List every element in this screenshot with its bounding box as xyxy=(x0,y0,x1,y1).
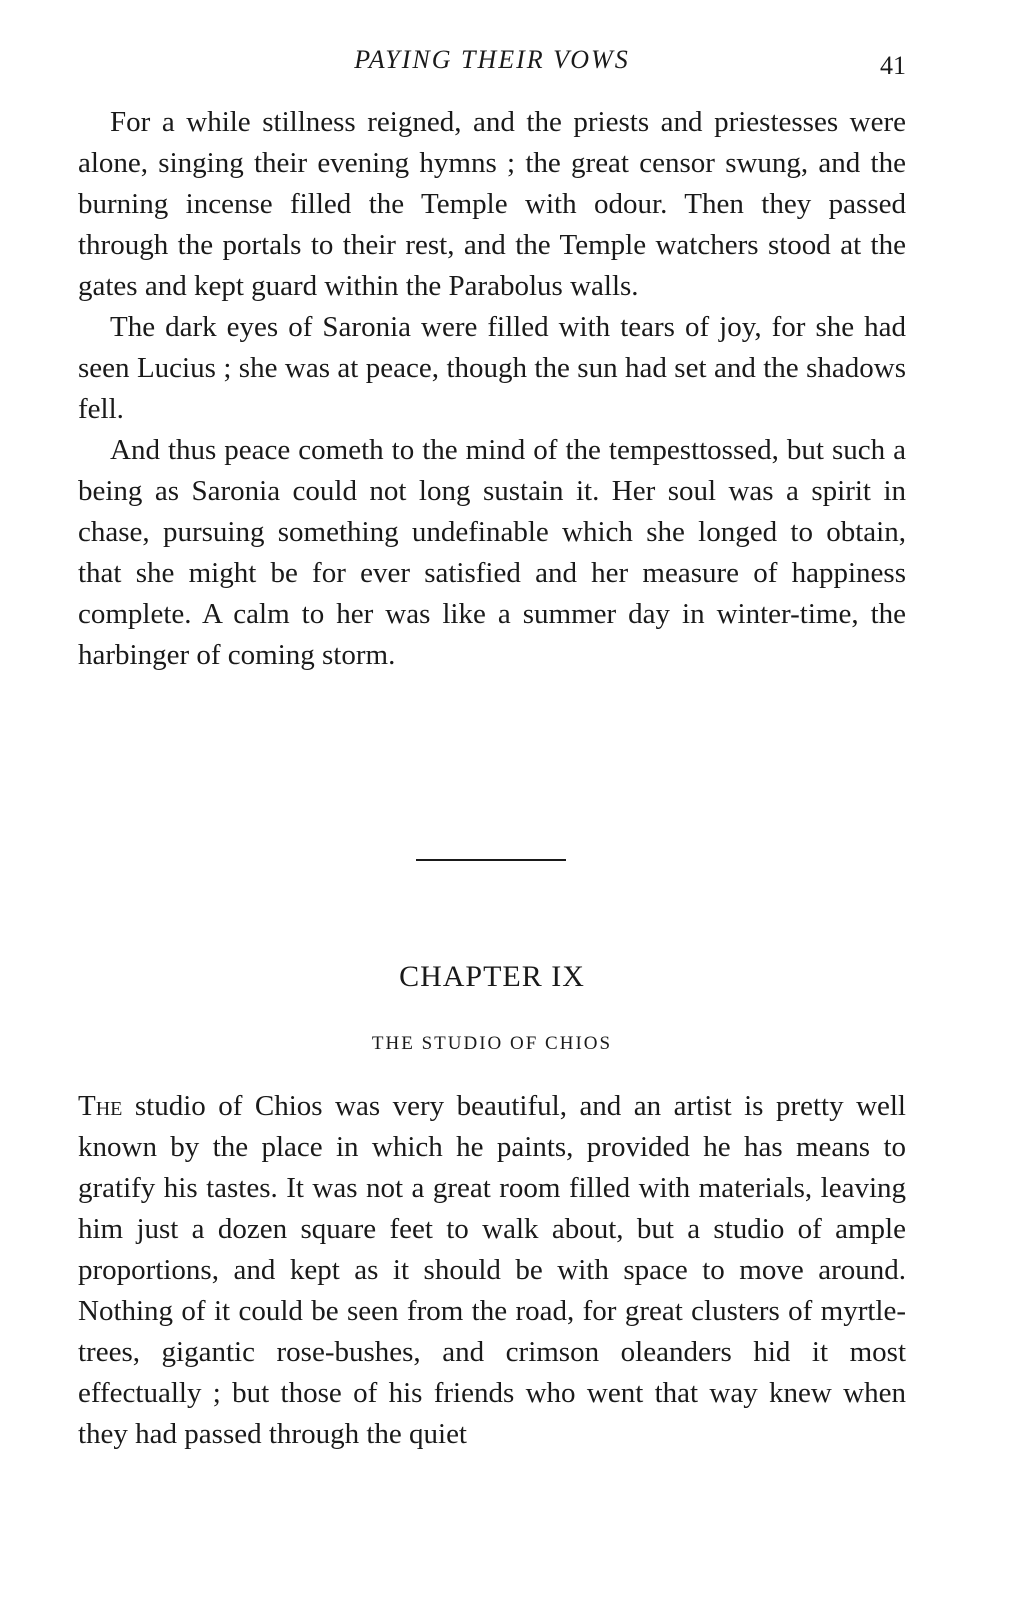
opening-text: studio of Chios was very beautiful, and an artist is pretty well known by the place in which he paints, provided he has means to gratify his tastes. It was not a great room filled with materials, leaving him just a dozen square feet to walk about, but a studio of ample proportions, and kept as it should be with space to move around. Nothing of it could be seen from the road, for great clusters of myrtle-trees, gigantic rose-bushes, and crimson oleanders hid it most effectually ; but those of his friends who went that way knew when they had passed through the quiet xyxy=(78,1090,906,1450)
paragraph: For a while stillness reigned, and the priests and priestesses were alone, singing their evening hymns ; the great censor swung, and the burning incense filled the Temple with odour. Then they passed through the portals to their rest, and the Temple watchers stood at the gates and kept guard within the Parabolus walls. xyxy=(78,106,906,302)
chapter-opening xyxy=(78,1086,906,1455)
paragraph: The dark eyes of Saronia were filled with tears of joy, for she had seen Lucius ; she was at peace, though the sun had set and the shadows fell. xyxy=(78,311,906,425)
opening-paragraph xyxy=(78,1086,906,1455)
book-page xyxy=(78,0,906,1609)
section-divider-rule xyxy=(416,859,566,861)
paragraph: And thus peace cometh to the mind of the tempesttossed, but such a being as Saronia could not long sustain it. Her soul was a spirit in chase, pursuing something undefinable which she longed to obtain, that she might be for ever satisfied and her measure of happiness complete. A calm to her was like a summer day in winter-time, the harbinger of coming storm. xyxy=(78,434,906,671)
page-number: 41 xyxy=(880,51,906,80)
opening-word: The xyxy=(78,1090,123,1122)
previous-chapter-ending xyxy=(78,102,906,676)
chapter-number: CHAPTER IX xyxy=(399,960,585,993)
running-title: PAYING THEIR VOWS xyxy=(354,45,630,74)
chapter-title: THE STUDIO OF CHIOS xyxy=(371,1033,613,1054)
running-head xyxy=(78,40,906,80)
